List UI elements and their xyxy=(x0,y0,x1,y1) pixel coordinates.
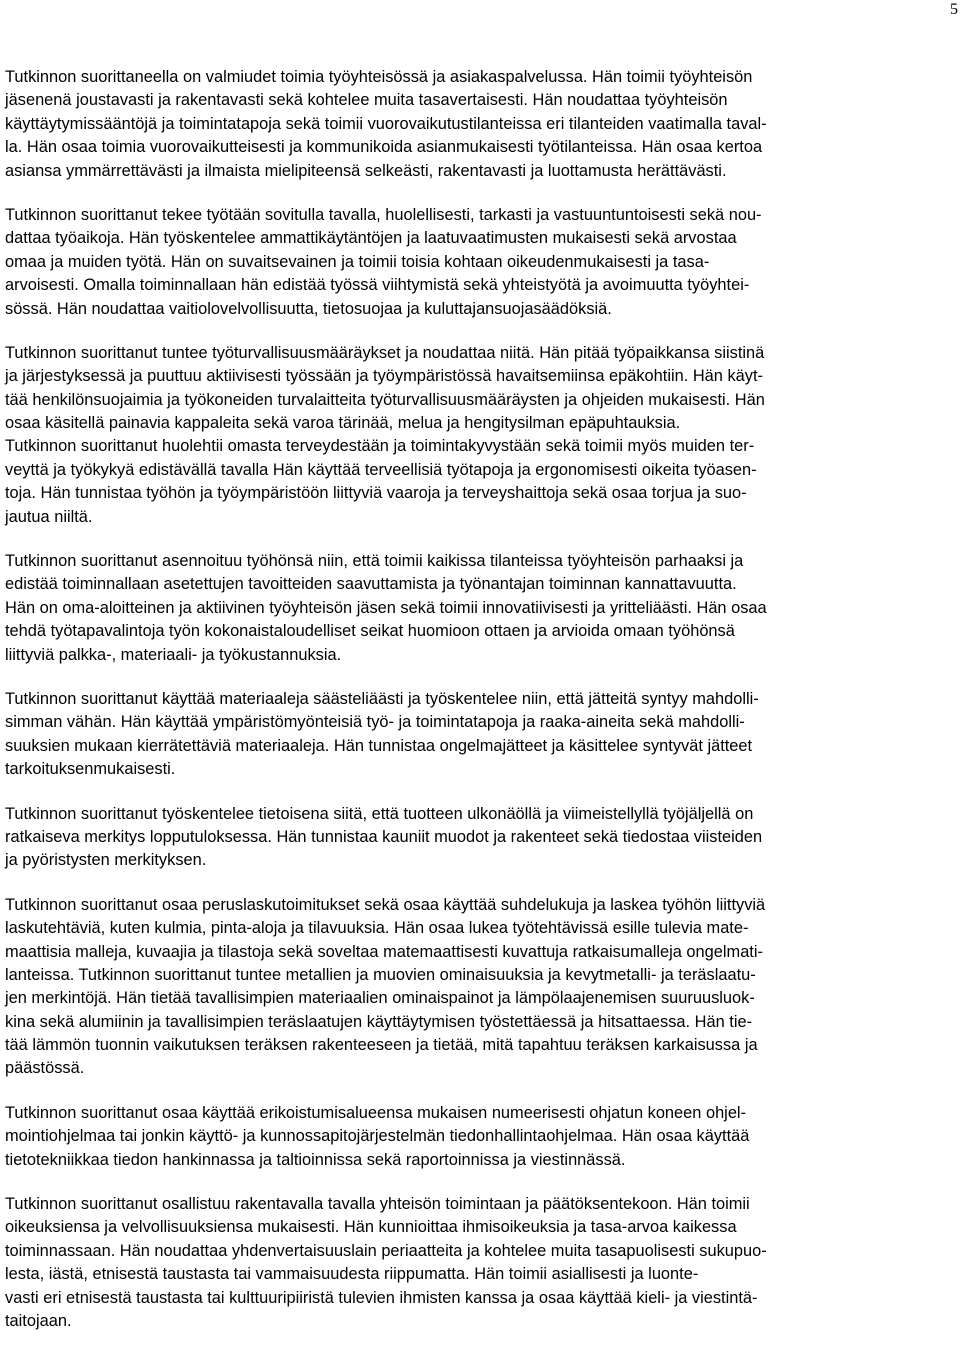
text-line: simman vähän. Hän käyttää ympäristömyönteisiä työ- ja toimintatapoja ja raaka-aineita sekä mahdolli- xyxy=(5,713,745,732)
text-line: lanteissa. Tutkinnon suorittanut tuntee metallien ja muovien ominaisuuksia ja kevytmetalli- ja teräslaatu- xyxy=(5,965,756,984)
text-line: liittyviä palkka-, materiaali- ja työkustannuksia. xyxy=(5,645,342,664)
paragraph-2 xyxy=(5,204,953,321)
text-line: ratkaiseva merkitys lopputuloksessa. Hän tunnistaa kauniit muodot ja rakenteet sekä tiedostaa viisteiden xyxy=(5,827,763,846)
text-line: jen merkintöjä. Hän tietää tavallisimpien materiaalien ominaispainot ja lämpölaajenemisen suuruusluok- xyxy=(5,989,755,1008)
text-line: sössä. Hän noudattaa vaitiolovelvollisuutta, tietosuojaa ja kuluttajansuojasäädöksiä. xyxy=(5,299,612,318)
text-line: Tutkinnon suorittanut tekee työtään sovitulla tavalla, huolellisesti, tarkasti ja vastuuntuntoisesti sekä nou- xyxy=(5,205,762,224)
text-line: toja. Hän tunnistaa työhön ja työympäristöön liittyviä vaaroja ja terveyshaittoja sekä osaa torjua ja suo- xyxy=(5,484,747,503)
text-line: vasti eri etnisestä taustasta tai kulttuuripiiristä tulevien ihmisten kanssa ja osaa käyttää kieli- ja viestintä- xyxy=(5,1288,758,1307)
text-line: oikeuksiensa ja velvollisuuksiensa mukaisesti. Hän kunnioittaa ihmisoikeuksia ja tasa-arvoa kaikessa xyxy=(5,1218,737,1237)
text-line: Tutkinnon suorittanut käyttää materiaaleja säästeliäästi ja työskentelee niin, että jätteitä syntyy mahdolli- xyxy=(5,689,759,708)
text-line: kina sekä alumiinin ja tavallisimpien teräslaatujen käyttäytymisen työstettäessä ja hitsattaessa. Hän tie- xyxy=(5,1012,753,1031)
text-line: jäsenenä joustavasti ja rakentavasti sekä kohtelee muita tasavertaisesti. Hän noudattaa työyhteisön xyxy=(5,91,728,110)
text-line: mointiohjelmaa tai jonkin käyttö- ja kunnossapitojärjestelmän tiedonhallintaohjelmaa. Hän osaa käyttää xyxy=(5,1127,750,1146)
paragraph-6 xyxy=(5,803,953,873)
text-line: veyttä ja työkykyä edistävällä tavalla Hän käyttää terveellisiä työtapoja ja ergonomisesti oikeita työasen- xyxy=(5,460,757,479)
text-line: tää henkilönsuojaimia ja työkoneiden turvalaitteita työturvallisuusmääräysten ja ohjeiden mukaisesti. Hän xyxy=(5,390,765,409)
text-line: jautua niiltä. xyxy=(5,507,93,526)
text-line: taitojaan. xyxy=(5,1311,72,1330)
text-line: tietotekniikkaa tiedon hankinnassa ja taltioinnissa sekä raportoinnissa ja viestinnässä. xyxy=(5,1150,626,1169)
text-line: käyttäytymissääntöjä ja toimintatapoja sekä toimii vuorovaikutustilanteissa eri tilanteiden vaatimalla taval- xyxy=(5,114,767,133)
text-line: suuksien mukaan kierrätettäviä materiaaleja. Hän tunnistaa ongelmajätteet ja käsittelee syntyvät jätteet xyxy=(5,736,753,755)
text-line: asiansa ymmärrettävästi ja ilmaista mielipiteensä selkeästi, rakentavasti ja luottamusta herättävästi. xyxy=(5,161,727,180)
text-line: la. Hän osaa toimia vuorovaikutteisesti ja kommunikoida asianmukaisesti työtilanteissa. Hän osaa kertoa xyxy=(5,138,763,157)
paragraph-4 xyxy=(5,550,953,667)
text-line: laskutehtäviä, kuten kulmia, pinta-aloja ja tilavuuksia. Hän osaa lukea työtehtävissä esille tulevia mate- xyxy=(5,919,749,938)
text-line: Tutkinnon suorittanut tuntee työturvallisuusmääräykset ja noudattaa niitä. Hän pitää työpaikkansa siistinä xyxy=(5,343,765,362)
text-line: edistää toiminnallaan asetettujen tavoitteiden saavuttamista ja työnantajan toiminnan kannattavuutta. xyxy=(5,575,737,594)
paragraph-5 xyxy=(5,688,953,782)
text-line: Hän on oma-aloitteinen ja aktiivinen työyhteisön jäsen sekä toimii innovatiivisesti ja yritteliäästi. Hän osaa xyxy=(5,598,767,617)
page-number: 5 xyxy=(950,1,958,18)
paragraph-3 xyxy=(5,342,953,529)
text-line: päästössä. xyxy=(5,1059,85,1078)
paragraph-1 xyxy=(5,66,953,183)
text-line: tää lämmön tuonnin vaikutuksen teräksen rakenteeseen ja tietää, mitä tapahtuu teräksen karkaisussa ja xyxy=(5,1036,758,1055)
text-line: tehdä työtapavalintoja työn kokonaistaloudelliset seikat huomioon ottaen ja arvioida omaan työhönsä xyxy=(5,622,735,641)
text-line: Tutkinnon suorittanut osallistuu rakentavalla tavalla yhteisön toimintaan ja päätöksentekoon. Hän toimii xyxy=(5,1195,750,1214)
text-line: omaa ja muiden työtä. Hän on suvaitsevainen ja toimii toisia kohtaan oikeudenmukaisesti ja tasa- xyxy=(5,252,710,271)
text-line: ja pyöristysten merkityksen. xyxy=(5,851,207,870)
text-line: ja järjestyksessä ja puuttuu aktiivisesti työssään ja työympäristössä havaitsemiinsa epäkohtiin. Hän käyt- xyxy=(5,367,763,386)
text-line: Tutkinnon suorittanut työskentelee tietoisena siitä, että tuotteen ulkonäöllä ja viimeistellyllä työjäljellä on xyxy=(5,804,754,823)
text-line: Tutkinnon suorittanut osaa peruslaskutoimitukset sekä osaa käyttää suhdelukuja ja laskea työhön liittyviä xyxy=(5,895,766,914)
text-line: Tutkinnon suorittanut osaa käyttää erikoistumisalueensa mukaisen numeerisesti ohjatun koneen ohjel- xyxy=(5,1103,747,1122)
paragraph-9 xyxy=(5,1193,953,1333)
document-body xyxy=(5,66,953,1333)
text-line: Tutkinnon suorittaneella on valmiudet toimia työyhteisössä ja asiakaspalvelussa. Hän toimii työyhteisön xyxy=(5,68,753,86)
text-line: arvoisesti. Omalla toiminnallaan hän edistää työssä viihtymistä sekä yhteistyötä ja avoimuutta työyhtei- xyxy=(5,276,750,295)
paragraph-8 xyxy=(5,1102,953,1172)
text-line: dattaa työaikoja. Hän työskentelee ammattikäytäntöjen ja laatuvaatimusten mukaisesti sekä arvostaa xyxy=(5,229,737,248)
text-line: tarkoituksenmukaisesti. xyxy=(5,760,176,779)
text-line: toiminnassaan. Hän noudattaa yhdenvertaisuuslain periaatteita ja kohtelee muita tasapuolisesti sukupuo- xyxy=(5,1241,767,1260)
text-line: Tutkinnon suorittanut asennoituu työhönsä niin, että toimii kaikissa tilanteissa työyhteisön parhaaksi ja xyxy=(5,552,744,571)
text-line: maattisia malleja, kuvaajia ja tilastoja sekä soveltaa matemaattisesti kuvattuja ratkaisumalleja ongelmati- xyxy=(5,942,763,961)
paragraph-7 xyxy=(5,894,953,1081)
text-line: Tutkinnon suorittanut huolehtii omasta terveydestään ja toimintakyvystään sekä toimii myös muiden ter- xyxy=(5,437,755,456)
text-line: osaa käsitellä painavia kappaleita sekä varoa tärinää, melua ja hengitysilman epäpuhtauksia. xyxy=(5,414,681,433)
text-line: lesta, iästä, etnisestä taustasta tai vammaisuudesta riippumatta. Hän toimii asiallisesti ja luonte- xyxy=(5,1265,699,1284)
